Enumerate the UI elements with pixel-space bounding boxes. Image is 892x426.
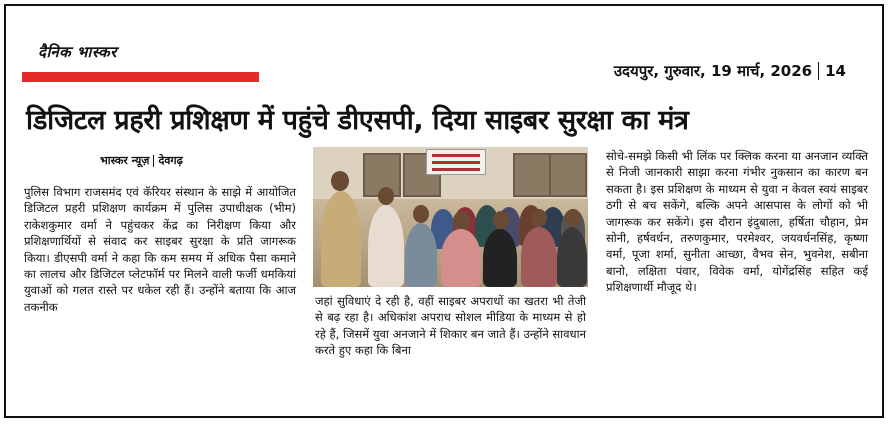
photo-person [521,227,557,287]
page-number: 14 [825,62,846,80]
article-column-2: जहां सुविधाएं दे रही है, वहीं साइबर अपराधों का खतरा भी तेजी से बढ़ रहा है। अधिकांश अपराध सोशल मीडिया के माध्यम से हो रहे हैं, जिसमें युवा अनजाने में शिकार बन जाते हैं। उन्होंने सावधान करते हुए कहा कि बिना [315,294,586,358]
photo-person [368,205,404,287]
byline-source: भास्कर न्यूज़ [100,154,150,167]
photo-person [557,227,587,287]
article-column-1: पुलिस विभाग राजसमंद एवं कॅरियर संस्थान के साझे में आयोजित डिजिटल प्रहरी प्रशिक्षण कार्यक्रम में पुलिस उपाधीक्षक (भीम) राकेशकुमार वर्मा ने पहुंचकर केंद्र का निरीक्षण किया और प्रशिक्षणार्थियों से संवाद कर साइबर सुरक्षा के प्रति जागरूक किया। डीएसपी वर्मा ने कहा कि कम समय में अधिक पैसा कमाने का लालच और डिजिटल प्लेटफॉर्म पर मिलने वाली फर्जी धमकियां युवाओं को गलत रास्ते पर धकेल रही हैं। उन्होंने बताया कि आज तकनीक [24,185,296,314]
byline [100,153,183,168]
photo-person-head [453,211,471,231]
photo-person-head [413,205,429,223]
photo-person [441,229,481,287]
issue-date: उदयपुर, गुरुवार, 19 मार्च, 2026 [613,62,813,80]
article-photo [313,147,588,287]
dateline-divider [818,62,819,80]
article-column-3: सोचे-समझे किसी भी लिंक पर क्लिक करना या अनजान व्यक्ति से निजी जानकारी साझा करना गंभीर नुकसान का कारण बन सकता है। इस प्रशिक्षण के माध्यम से युवा न केवल स्वयं साइबर ठगी से बच सकेंगे, बल्कि अपने आसपास के लोगों को भी जागरूक कर सकेंगे। इस दौरान इंदुबाला, हर्षिता चौहान, प्रेम सोनी, हर्षवर्धन, तरुणकुमार, परमेश्वर, जयवर्धनसिंह, कृष्णा वर्मा, पूजा शर्मा, सुनीता आच्छा, वैभव सेन, भुवनेश, सबीना बानो, लक्षिता पंवार, विवेक वर्मा, योगेंद्रसिंह सहित कई प्रशिक्षणार्थी मौजूद थे। [606,149,868,295]
article-headline: डिजिटल प्रहरी प्रशिक्षण में पहुंचे डीएसपी, दिया साइबर सुरक्षा का मंत्र [26,105,689,136]
masthead-accent-bar [22,72,259,82]
byline-place: देवगढ़ [158,154,183,167]
photo-person-head [565,209,581,227]
photo-person [483,229,517,287]
photo-officer [321,191,361,287]
photo-banner [426,149,486,175]
photo-window [513,153,551,197]
dateline [614,61,846,81]
newspaper-masthead: दैनिक भास्कर [38,43,117,61]
photo-person-head [493,211,509,229]
photo-person [405,223,437,287]
photo-person-head [531,209,547,227]
photo-window [549,153,587,197]
photo-person-head [378,187,394,205]
photo-person-head [331,171,349,191]
byline-divider [153,155,154,167]
